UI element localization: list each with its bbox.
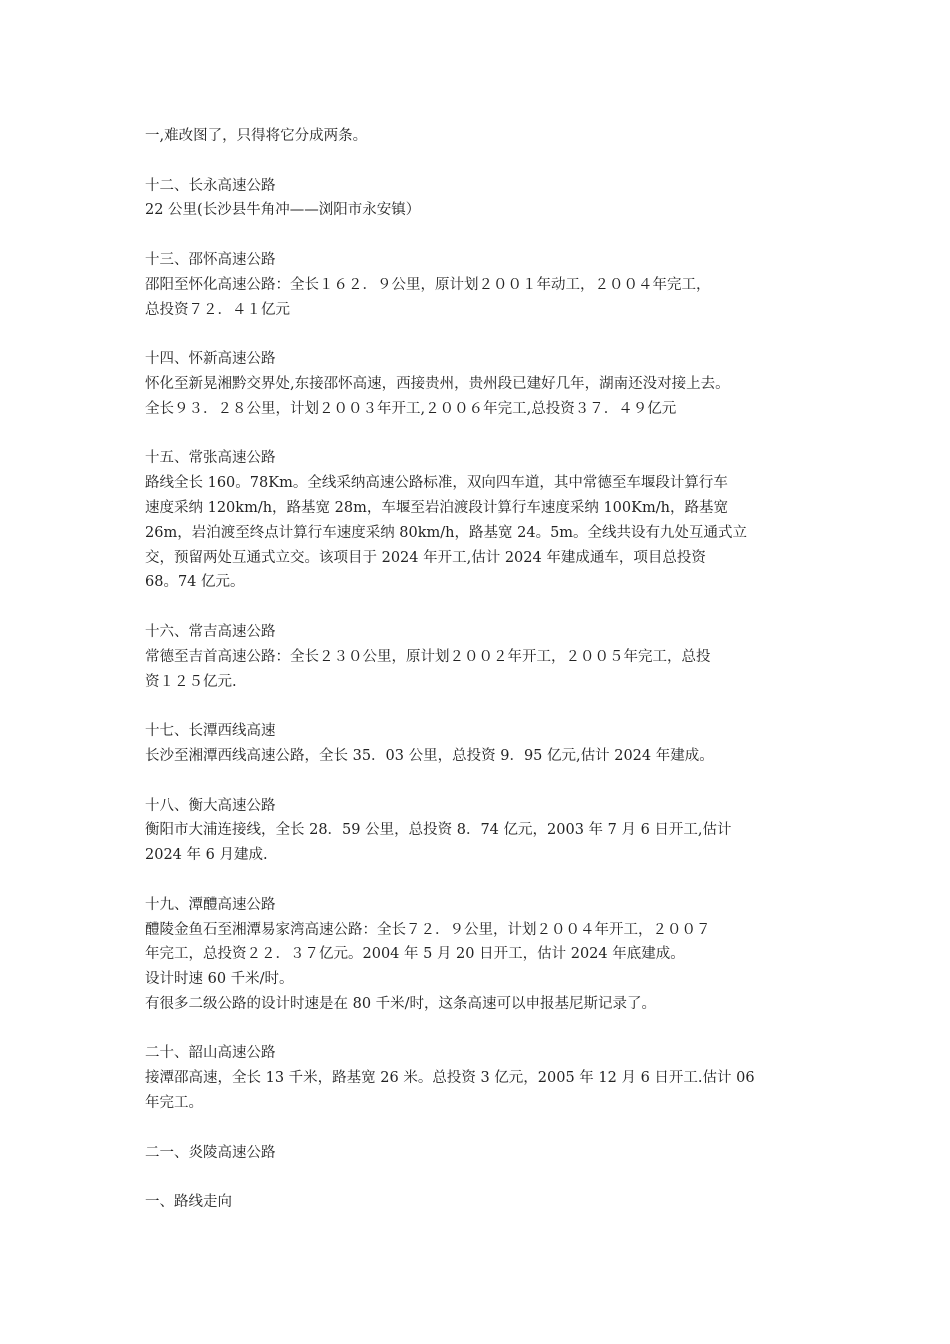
section-heading: 十七、长潭西线高速	[145, 723, 276, 740]
section-13	[145, 248, 825, 322]
section-text: 年完工。	[145, 1095, 203, 1112]
paragraph-gap	[145, 1116, 825, 1141]
section-text: 2024 年 6 月建成.	[145, 847, 268, 864]
section-text: 速度采纳 120km/h，路基宽 28m，车堰至岩泊渡段计算行车速度采纳 100Km/h，路基宽	[145, 499, 728, 516]
section-heading: 一、路线走向	[145, 1194, 232, 1211]
section-heading: 十九、潭醴高速公路	[145, 896, 276, 913]
section-text: 长沙至湘潭西线高速公路，全长 35．03 公里，总投资 9．95 亿元,估计 2024 年建成。	[145, 747, 714, 764]
document-page	[145, 124, 825, 1215]
section-text: 衡阳市大浦连接线，全长 28．59 公里，总投资 8．74 亿元，2003 年 7 月 6 日开工,估计	[145, 822, 732, 839]
section-heading: 十二、长永高速公路	[145, 177, 276, 194]
section-heading: 十五、常张高速公路	[145, 450, 276, 467]
intro-text: 一,难改图了，只得将它分成两条。	[145, 128, 368, 144]
paragraph-gap	[145, 595, 825, 620]
section-text: 路线全长 160。78Km。全线采纳高速公路标准，双向四车道，其中常德至车堰段计算行车	[145, 475, 728, 492]
section-text: 26m，岩泊渡至终点计算行车速度采纳 80km/h，路基宽 24。5m。全线共设有九处互通式立	[145, 524, 748, 541]
subsection-route	[145, 1190, 825, 1215]
section-text: 有很多二级公路的设计时速是在 80 千米/时，这条高速可以申报基尼斯记录了。	[145, 995, 657, 1012]
section-text: 年完工，总投资２２．３７亿元。2004 年 5 月 20 日开工，估计 2024 年底建成。	[145, 946, 685, 963]
section-text: 常德至吉首高速公路：全长２３０公里，原计划２００２年开工，２００５年完工，总投	[145, 648, 711, 665]
section-text: 醴陵金鱼石至湘潭易家湾高速公路：全长７２．９公里，计划２００４年开工，２００７	[145, 921, 711, 938]
section-17	[145, 719, 825, 769]
paragraph-gap	[145, 769, 825, 794]
paragraph-gap	[145, 868, 825, 893]
section-heading: 十四、怀新高速公路	[145, 351, 276, 368]
section-heading: 十八、衡大高速公路	[145, 797, 276, 814]
section-text: 怀化至新晃湘黔交界处,东接邵怀高速，西接贵州，贵州段已建好几年，湖南还没对接上去。	[145, 375, 730, 392]
section-14	[145, 347, 825, 421]
section-text: 总投资７２．４１亿元	[145, 301, 290, 318]
section-text: 22 公里(长沙县牛角冲——浏阳市永安镇）	[145, 202, 421, 219]
section-text: 资１２５亿元.	[145, 673, 237, 690]
paragraph-gap	[145, 694, 825, 719]
section-12	[145, 174, 825, 224]
paragraph-gap	[145, 1165, 825, 1190]
section-heading: 二十、韶山高速公路	[145, 1045, 276, 1062]
section-text: 接潭邵高速，全长 13 千米，路基宽 26 米。总投资 3 亿元，2005 年 12 月 6 日开工.估计 06	[145, 1070, 755, 1087]
paragraph-gap	[145, 223, 825, 248]
section-21	[145, 1141, 825, 1166]
section-16	[145, 620, 825, 694]
section-heading: 十三、邵怀高速公路	[145, 251, 276, 268]
section-text: 交，预留两处互通式立交。该项目于 2024 年开工,估计 2024 年建成通车，项目总投资	[145, 549, 706, 566]
paragraph-gap	[145, 322, 825, 347]
paragraph-gap	[145, 422, 825, 447]
section-18	[145, 794, 825, 868]
paragraph-gap	[145, 149, 825, 174]
section-heading: 二一、炎陵高速公路	[145, 1144, 276, 1161]
section-19	[145, 893, 825, 1017]
section-15	[145, 446, 825, 595]
paragraph-gap	[145, 1017, 825, 1042]
section-text: 68。74 亿元。	[145, 574, 245, 591]
section-heading: 十六、常吉高速公路	[145, 623, 276, 640]
section-20	[145, 1041, 825, 1115]
section-text: 全长９３．２８公里，计划２００３年开工,２００６年完工,总投资３７．４９亿元	[145, 400, 677, 417]
section-text: 设计时速 60 千米/时。	[145, 971, 294, 988]
section-text: 邵阳至怀化高速公路：全长１６２．９公里，原计划２００１年动工，２００４年完工，	[145, 276, 711, 293]
